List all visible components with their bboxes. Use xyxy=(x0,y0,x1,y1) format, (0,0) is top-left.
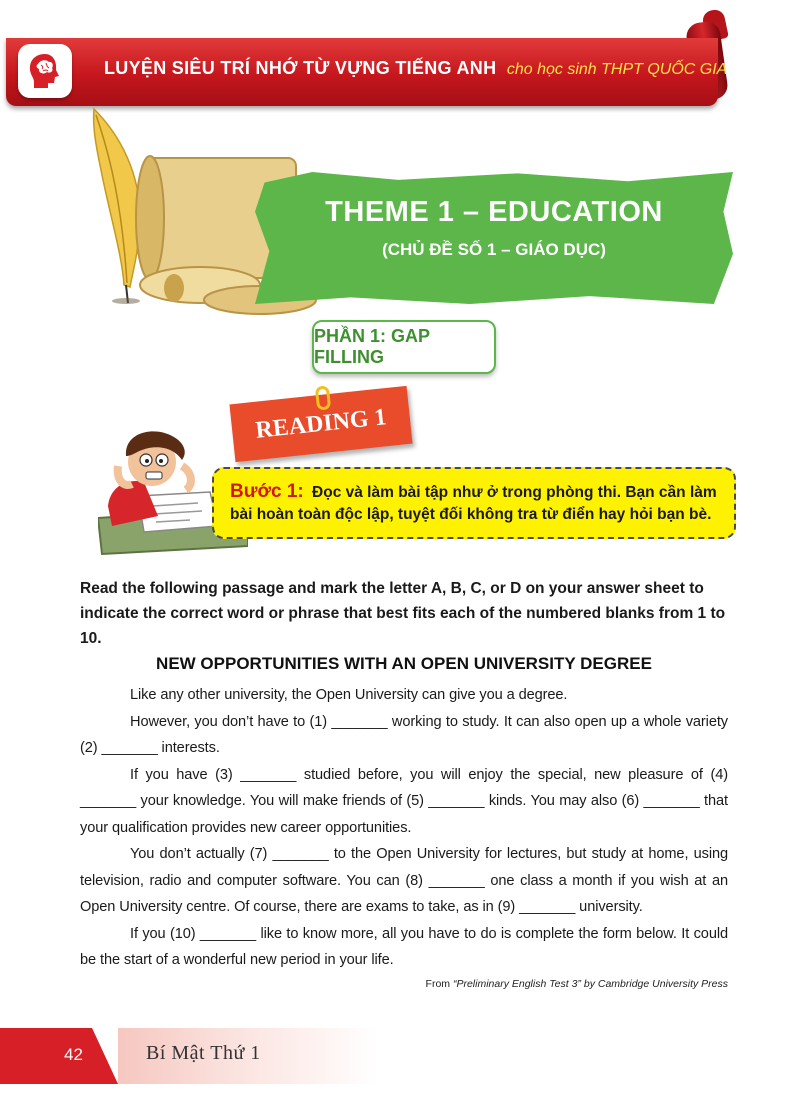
source-title: “Preliminary English Test 3” xyxy=(452,978,581,990)
passage-paragraph: You don’t actually (7) _______ to the Open University for lectures, but study at home, using television, radio and computer software. You can (8) _______ one class a month if you wish at an Open University centre. Of course, there are exams to take, as in (9) _______ university. xyxy=(80,846,728,915)
section-label: PHẦN 1: GAP FILLING xyxy=(312,320,496,374)
passage-paragraph: If you have (3) _______ studied before, you will enjoy the special, new pleasure of (4) _______ your knowledge. You will make friends of (5) _______ kinds. You may also (6) _______ that your qualification provides new career opportunities. xyxy=(80,766,728,836)
header-subtitle: cho học sinh THPT QUỐC GIA xyxy=(506,61,728,78)
step-instruction-box xyxy=(212,467,736,539)
theme-title: THEME 1 – EDUCATION xyxy=(325,196,663,228)
header-main-title: LUYỆN SIÊU TRÍ NHỚ TỪ VỰNG TIẾNG ANH xyxy=(104,58,497,78)
page-number: 42 xyxy=(64,1045,83,1064)
step-label: Bước 1: xyxy=(230,481,304,502)
step-text: Đọc và làm bài tập như ở trong phòng thi. Bạn cần làm bài hoàn toàn độc lập, tuyệt đối không tra từ điển hay hỏi bạn bè. xyxy=(230,484,717,523)
theme-subtitle: (CHỦ ĐỀ SỐ 1 – GIÁO DỤC) xyxy=(382,240,606,259)
title-banner xyxy=(255,172,733,304)
footer-tab xyxy=(0,1028,118,1084)
reading-tag-label: READING 1 xyxy=(254,403,388,444)
header-title xyxy=(104,58,727,79)
passage-body xyxy=(80,682,728,974)
passage-paragraph: Like any other university, the Open University can give you a degree. xyxy=(130,687,568,703)
source-prefix: From xyxy=(425,978,453,990)
passage-paragraph: However, you don’t have to (1) _______ working to study. It can also open up a whole variety (2) _______ interests. xyxy=(80,713,728,756)
brain-head-icon xyxy=(24,50,66,92)
footer-book-title: Bí Mật Thứ 1 xyxy=(146,1042,261,1064)
passage-paragraph: If you (10) _______ like to know more, all you have to do is complete the form below. It could be the start of a wonderful new period in your life. xyxy=(80,925,728,968)
paperclip-icon xyxy=(315,385,331,410)
passage-source xyxy=(360,978,728,990)
exercise-instruction: Read the following passage and mark the letter A, B, C, or D on your answer sheet to indicate the correct word or phrase that best fits each of the numbered blanks from 1 to 10. xyxy=(80,580,726,647)
passage-title: NEW OPPORTUNITIES WITH AN OPEN UNIVERSITY DEGREE xyxy=(156,654,652,673)
logo xyxy=(18,44,72,98)
source-suffix: by Cambridge University Press xyxy=(580,978,728,990)
